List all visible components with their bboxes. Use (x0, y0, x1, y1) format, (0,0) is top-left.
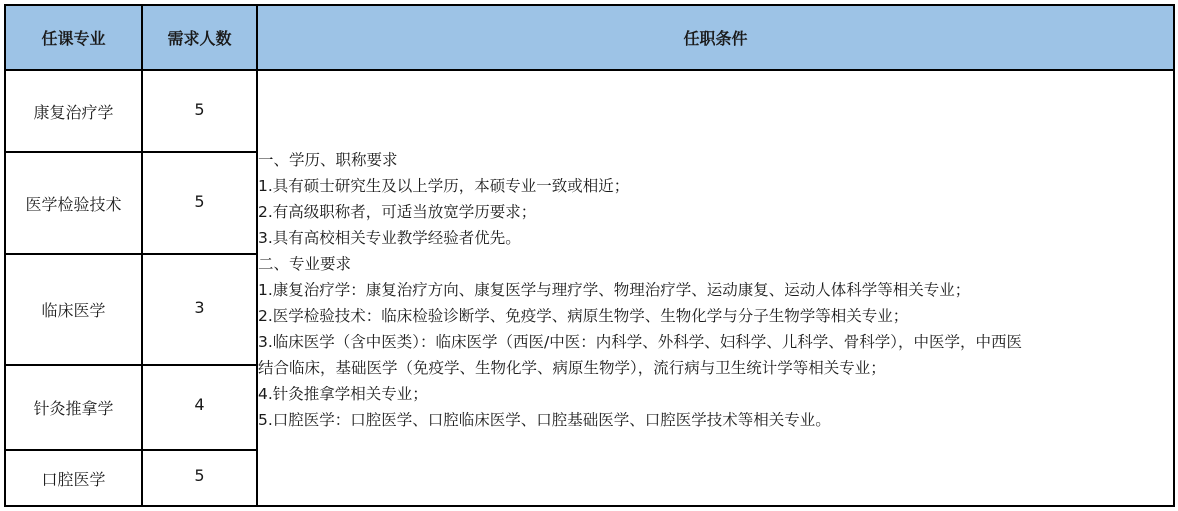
table-border-bottom (4, 505, 1175, 507)
count-value: 5 (194, 192, 205, 211)
conditions-line: 2.有高级职称者，可适当放宽学历要求； (258, 203, 537, 221)
major-label: 口腔医学 (41, 469, 106, 489)
table-row-major (5, 365, 142, 450)
conditions-line: 2.医学检验技术：临床检验诊断学、免疫学、病原生物学、生物化学与分子生物学等相关专业； (258, 307, 909, 325)
conditions-line: 3.具有高校相关专业教学经验者优先。 (258, 229, 521, 247)
table-row-major (5, 152, 142, 254)
count-value: 4 (194, 395, 205, 414)
count-value: 5 (194, 100, 205, 119)
column-divider (256, 4, 258, 507)
table-row-count (142, 450, 257, 506)
count-value: 5 (194, 466, 205, 485)
conditions-line: 一、学历、职称要求 (258, 151, 398, 169)
row-divider (4, 364, 257, 366)
conditions-line: 二、专业要求 (258, 255, 352, 273)
major-label: 临床医学 (41, 301, 106, 320)
header-count (142, 5, 257, 70)
row-divider (4, 449, 257, 451)
table-row-major (5, 70, 142, 152)
table-border-left (4, 4, 6, 507)
conditions-line: 1.康复治疗学：康复治疗方向、康复医学与理疗学、物理治疗学、运动康复、运动人体科学等相关专业； (258, 281, 971, 299)
major-label: 医学检验技术 (25, 194, 122, 214)
header-major (5, 5, 142, 70)
conditions-line: 结合临床，基础医学（免疫学、生物化学、病原生物学），流行病与卫生统计学等相关专业； (258, 359, 886, 377)
header-conditions (257, 5, 1174, 70)
conditions-line: 4.针灸推拿学相关专业； (258, 385, 428, 403)
conditions-line: 1.具有硕士研究生及以上学历，本硕专业一致或相近； (258, 177, 630, 195)
major-label: 康复治疗学 (33, 102, 114, 122)
conditions-text (258, 147, 1176, 433)
table-row-count (142, 365, 257, 450)
table-row-count (142, 70, 257, 152)
header-divider (4, 69, 1175, 71)
conditions-line: 5.口腔医学：口腔医学、口腔临床医学、口腔基础医学、口腔医学技术等相关专业。 (258, 411, 831, 429)
count-value: 3 (194, 298, 205, 317)
header-count-label: 需求人数 (167, 29, 232, 48)
row-divider (4, 253, 257, 255)
table-row-count (142, 254, 257, 365)
table-border-right (1173, 4, 1175, 507)
row-divider (4, 151, 257, 153)
column-divider (141, 4, 143, 507)
table-row-major (5, 254, 142, 365)
table-row-major (5, 450, 142, 506)
table-border-top (4, 4, 1175, 6)
conditions-line: 3.临床医学（含中医类）：临床医学（西医/中医：内科学、外科学、妇科学、儿科学、骨科学），中医学，中西医 (258, 333, 1023, 351)
table-row-count (142, 152, 257, 254)
header-major-label: 任课专业 (41, 29, 106, 48)
major-label: 针灸推拿学 (33, 399, 114, 418)
header-conditions-label: 任职条件 (683, 29, 748, 48)
